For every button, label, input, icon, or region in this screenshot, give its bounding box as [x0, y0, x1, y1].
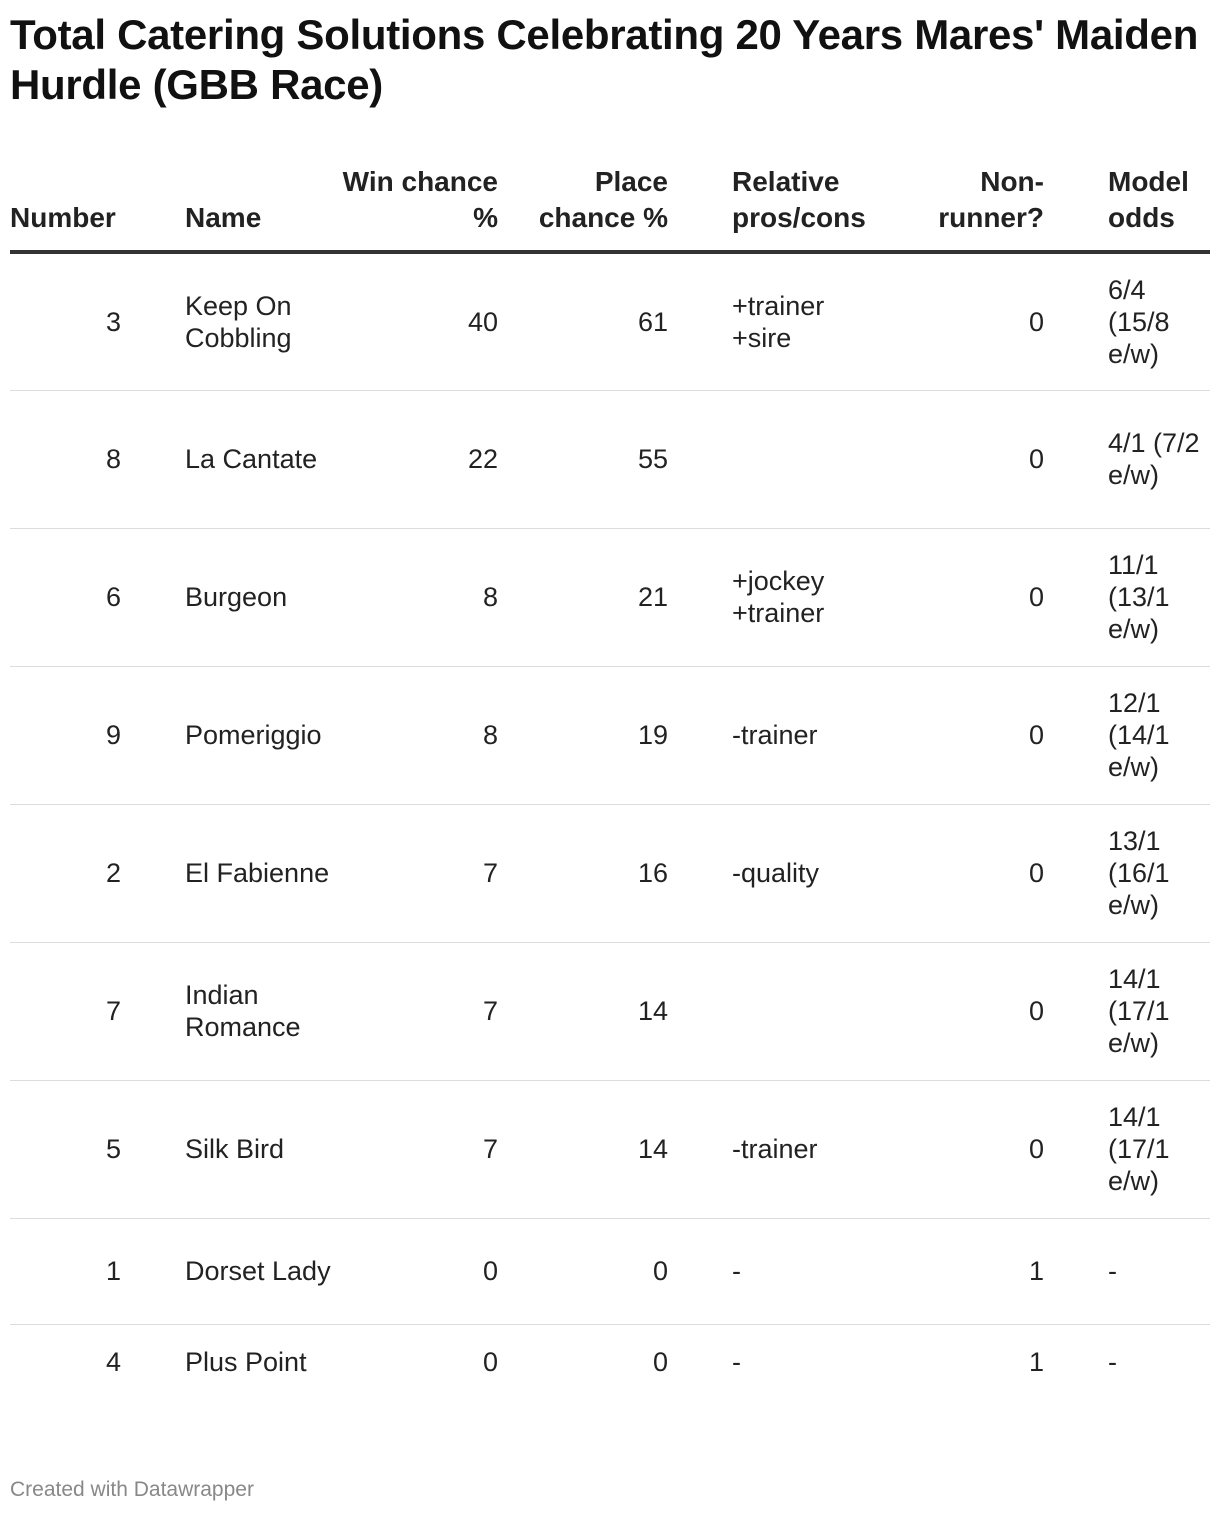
cell-spacer [1044, 1324, 1108, 1400]
cell-name: Pomeriggio [185, 720, 322, 750]
table-row [10, 942, 1210, 1080]
table-row [10, 252, 1210, 390]
cell-relative [732, 390, 892, 528]
cell-spacer [668, 528, 732, 666]
cell-place-chance: 19 [637, 720, 668, 750]
cell-win-chance: 7 [482, 996, 498, 1026]
cell-number: 8 [105, 444, 121, 474]
cell-model-odds: - [1108, 1256, 1117, 1286]
cell-spacer [121, 942, 185, 1080]
cell-nonrunner: 0 [1028, 858, 1044, 888]
cell-spacer [668, 252, 732, 390]
cell-name: La Cantate [185, 444, 318, 474]
cell-win-chance: 7 [482, 858, 498, 888]
cell-place-chance: 61 [637, 306, 668, 337]
cell-place-chance: 21 [637, 582, 668, 612]
cell-spacer [1044, 390, 1108, 528]
chart-title: Total Catering Solutions Celebrating 20 Years Mares' Maiden Hurdle (GBB Race) [10, 11, 1199, 108]
col-spacer [121, 164, 185, 252]
cell-spacer [121, 804, 185, 942]
cell-nonrunner: 1 [1028, 1347, 1044, 1378]
cell-spacer [121, 390, 185, 528]
cell-spacer [668, 1324, 732, 1400]
race-table [10, 164, 1210, 1400]
cell-relative: -trainer [732, 1134, 818, 1164]
cell-relative: -quality [732, 858, 820, 888]
cell-spacer [1044, 942, 1108, 1080]
table-row [10, 666, 1210, 804]
cell-win-chance: 0 [482, 1256, 498, 1286]
cell-nonrunner: 0 [1028, 306, 1044, 337]
cell-spacer [1044, 252, 1108, 390]
cell-win-chance: 40 [467, 306, 498, 337]
cell-relative: +trainer +sire [732, 290, 825, 353]
cell-spacer [668, 1080, 732, 1218]
cell-win-chance: 8 [482, 720, 498, 750]
cell-relative: +jockey +trainer [732, 566, 825, 628]
cell-model-odds: 12/1 (14/1 e/w) [1108, 688, 1170, 782]
cell-number: 7 [105, 996, 121, 1026]
cell-model-odds: 4/1 (7/2 e/w) [1108, 428, 1200, 490]
cell-relative: -trainer [732, 720, 818, 750]
cell-win-chance: 8 [482, 582, 498, 612]
cell-nonrunner: 0 [1028, 582, 1044, 612]
cell-number: 5 [105, 1134, 121, 1164]
cell-win-chance: 7 [482, 1134, 498, 1164]
cell-name: El Fabienne [185, 858, 330, 888]
table-row [10, 1080, 1210, 1218]
cell-nonrunner: 1 [1028, 1256, 1044, 1286]
table-row [10, 804, 1210, 942]
table-row [10, 1218, 1210, 1324]
cell-spacer [121, 252, 185, 390]
cell-win-chance: 22 [467, 444, 498, 474]
table-row [10, 390, 1210, 528]
cell-place-chance: 55 [637, 444, 668, 474]
cell-spacer [668, 1218, 732, 1324]
cell-win-chance: 0 [482, 1347, 498, 1378]
header-row [10, 164, 1210, 252]
cell-place-chance: 0 [652, 1256, 668, 1286]
cell-spacer [668, 666, 732, 804]
cell-nonrunner: 0 [1028, 1134, 1044, 1164]
table-body [10, 252, 1210, 1400]
col-spacer [1044, 164, 1108, 252]
cell-number: 6 [105, 582, 121, 612]
col-header-number[interactable]: Number [10, 164, 121, 252]
table-row [10, 528, 1210, 666]
cell-place-chance: 16 [637, 858, 668, 888]
cell-place-chance: 14 [637, 1134, 668, 1164]
cell-number: 1 [105, 1256, 121, 1286]
cell-model-odds: - [1108, 1347, 1117, 1378]
cell-nonrunner: 0 [1028, 444, 1044, 474]
cell-model-odds: 14/1 (17/1 e/w) [1108, 964, 1170, 1058]
cell-name: Silk Bird [185, 1134, 285, 1164]
cell-relative: - [732, 1347, 741, 1378]
cell-spacer [1044, 1080, 1108, 1218]
col-header-place[interactable]: Place chance % [498, 164, 668, 252]
cell-spacer [121, 1218, 185, 1324]
cell-nonrunner: 0 [1028, 996, 1044, 1026]
col-spacer [668, 164, 732, 252]
col-header-odds[interactable]: Model odds [1108, 164, 1210, 252]
col-header-nonrunner[interactable]: Non-runner? [892, 164, 1044, 252]
cell-spacer [668, 390, 732, 528]
cell-model-odds: 13/1 (16/1 e/w) [1108, 826, 1170, 920]
cell-number: 2 [105, 858, 121, 888]
cell-number: 9 [105, 720, 121, 750]
cell-model-odds: 14/1 (17/1 e/w) [1108, 1102, 1170, 1196]
cell-name: Plus Point [185, 1347, 307, 1378]
cell-relative [732, 942, 892, 1080]
cell-spacer [668, 804, 732, 942]
cell-spacer [1044, 528, 1108, 666]
cell-spacer [1044, 1218, 1108, 1324]
cell-number: 4 [105, 1347, 121, 1378]
cell-name: Dorset Lady [185, 1256, 331, 1286]
table-row [10, 1324, 1210, 1400]
cell-place-chance: 0 [652, 1347, 668, 1378]
cell-nonrunner: 0 [1028, 720, 1044, 750]
col-header-relative[interactable]: Relative pros/cons [732, 164, 892, 252]
cell-number: 3 [105, 306, 121, 337]
cell-place-chance: 14 [637, 996, 668, 1026]
cell-spacer [121, 666, 185, 804]
col-header-win[interactable]: Win chance % [340, 164, 498, 252]
cell-name: Burgeon [185, 582, 288, 612]
footer-credit: Created with Datawrapper [10, 1478, 254, 1501]
cell-spacer [1044, 666, 1108, 804]
cell-model-odds: 11/1 (13/1 e/w) [1108, 550, 1170, 644]
cell-name: Keep On Cobbling [185, 290, 292, 353]
cell-spacer [668, 942, 732, 1080]
cell-spacer [121, 528, 185, 666]
col-header-name[interactable]: Name [185, 164, 340, 252]
cell-spacer [1044, 804, 1108, 942]
cell-spacer [121, 1324, 185, 1400]
cell-relative: - [732, 1256, 741, 1286]
cell-model-odds: 6/4 (15/8 e/w) [1108, 274, 1170, 369]
cell-name: Indian Romance [185, 980, 301, 1042]
cell-spacer [121, 1080, 185, 1218]
